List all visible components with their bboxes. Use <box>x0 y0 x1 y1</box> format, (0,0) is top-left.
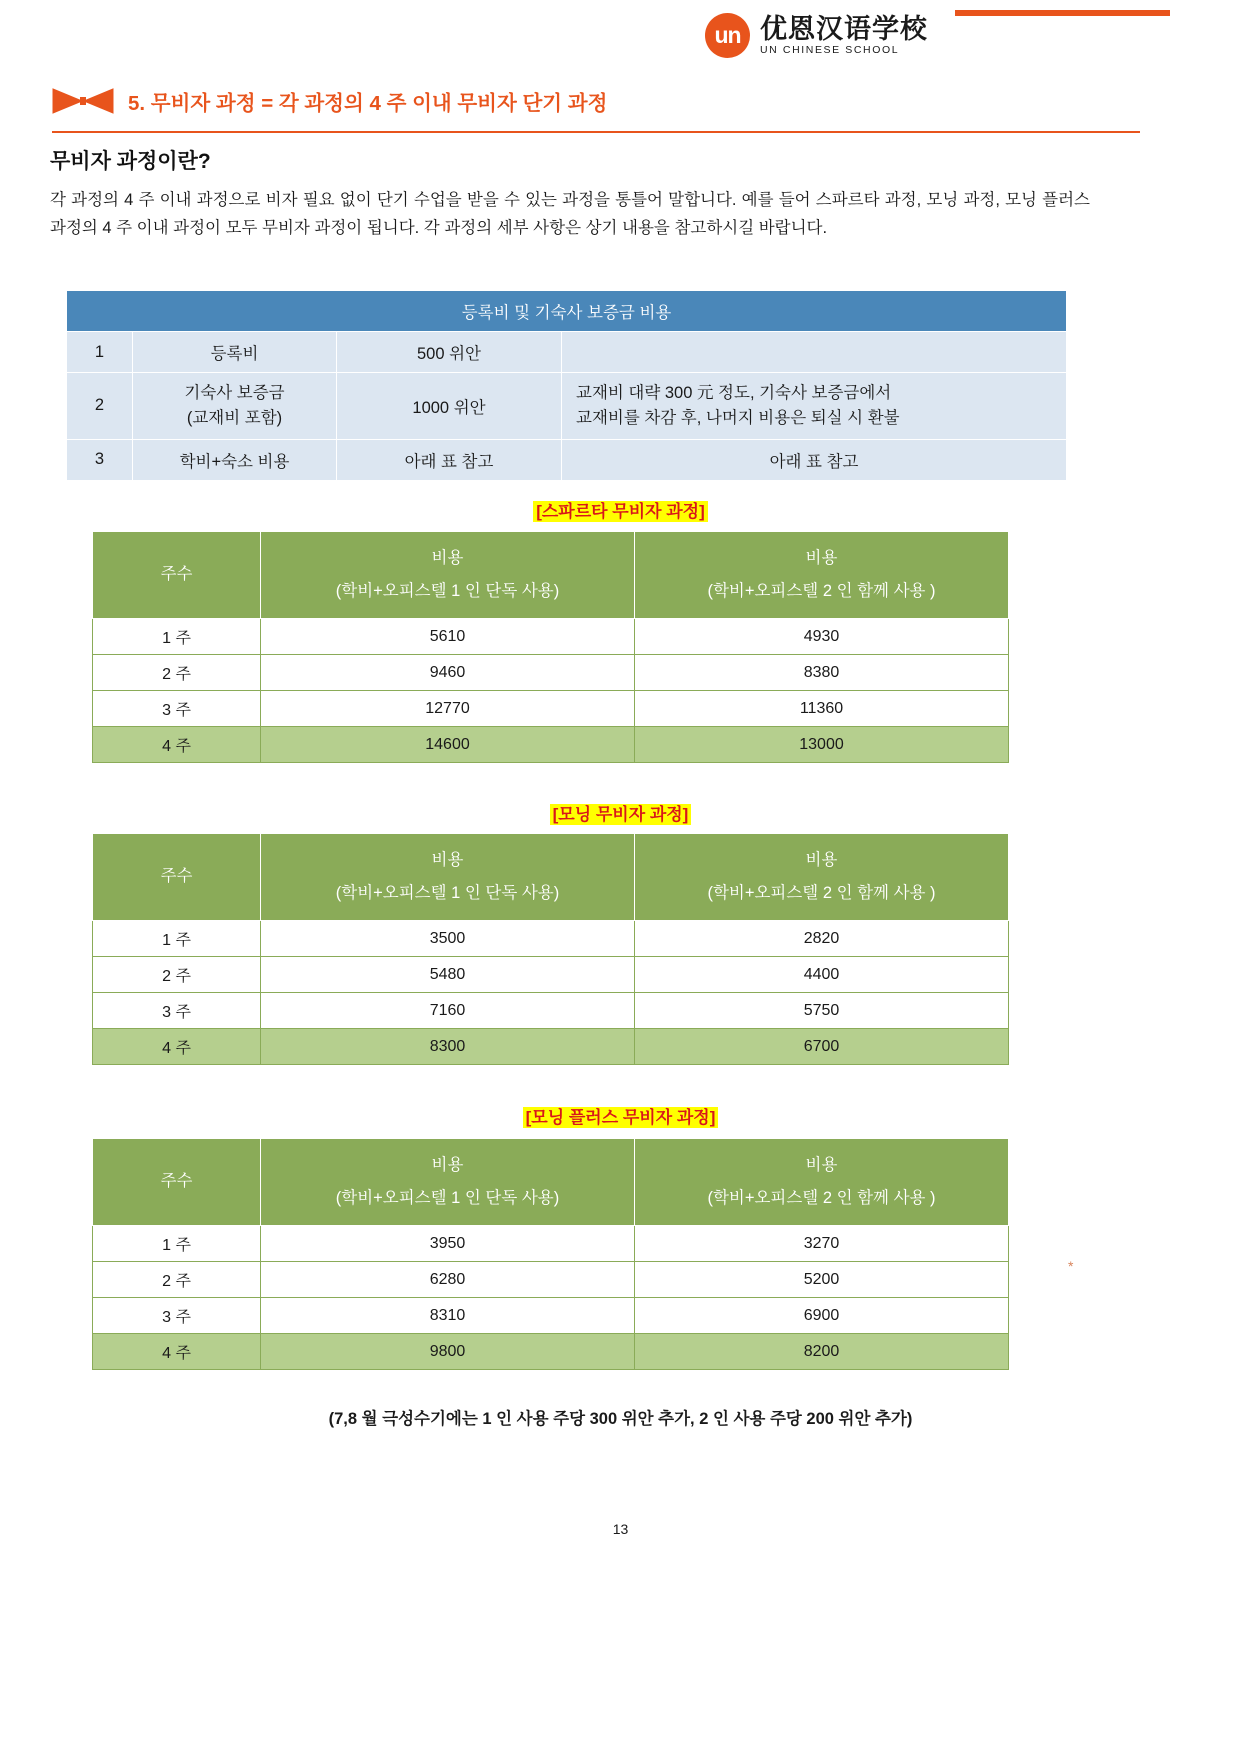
table-row <box>67 373 1067 440</box>
fee-row-item <box>133 373 337 440</box>
cell-double: 5200 <box>635 1262 1009 1298</box>
cell-double: 3270 <box>635 1226 1009 1262</box>
fee-row-note <box>562 332 1067 373</box>
cell-weeks: 1 주 <box>93 921 261 957</box>
course-table-morning <box>92 833 1009 1065</box>
cell-single: 12770 <box>261 691 635 727</box>
page-number: 13 <box>612 1521 629 1537</box>
table-header-row <box>67 291 1067 332</box>
course-label-sparta-text: [스파르타 무비자 과정] <box>533 501 708 522</box>
table-row <box>93 655 1009 691</box>
fee-row-note-line2: 교재비를 차감 후, 나머지 비용은 퇴실 시 환불 <box>576 408 900 427</box>
ribbon-icon <box>52 86 114 116</box>
cell-double: 13000 <box>635 727 1009 763</box>
table-header-row <box>93 834 1009 921</box>
cell-single: 8300 <box>261 1029 635 1065</box>
col-single-line1: 비용 <box>431 1156 464 1174</box>
table-row <box>93 1029 1009 1065</box>
table-header-row <box>93 532 1009 619</box>
fee-row-item-line1: 기숙사 보증금 <box>184 384 285 402</box>
table-row <box>93 993 1009 1029</box>
col-weeks: 주수 <box>93 532 261 619</box>
cell-double: 2820 <box>635 921 1009 957</box>
fee-table <box>66 290 1067 481</box>
course-label-morning-plus <box>50 1103 1191 1128</box>
table-row <box>93 1226 1009 1262</box>
col-single <box>261 834 635 921</box>
school-logo <box>705 13 928 58</box>
fee-row-cost: 1000 위안 <box>337 373 562 440</box>
header-accent-bar <box>955 10 1170 16</box>
cell-single: 9460 <box>261 655 635 691</box>
col-double-line1: 비용 <box>805 549 838 567</box>
fee-row-no: 3 <box>67 439 133 480</box>
fee-row-item: 등록비 <box>133 332 337 373</box>
intro-paragraph: 각 과정의 4 주 이내 과정으로 비자 필요 없이 단기 수업을 받을 수 있는 과정을 통틀어 말합니다. 예를 들어 스파르타 과정, 모닝 과정, 모닝 플러스 과정의 4 주 이내 과정이 모두 무비자 과정이 됩니다. 각 과정의 세부 사항은 상기 내용을 참고하시길 바랍니다. <box>50 191 1090 238</box>
cell-single: 6280 <box>261 1262 635 1298</box>
cell-single: 8310 <box>261 1298 635 1334</box>
col-single <box>261 532 635 619</box>
table-row <box>93 691 1009 727</box>
fee-row-note <box>562 373 1067 440</box>
cell-weeks: 2 주 <box>93 655 261 691</box>
cell-double: 5750 <box>635 993 1009 1029</box>
cell-double: 4400 <box>635 957 1009 993</box>
cell-weeks: 2 주 <box>93 1262 261 1298</box>
table-row <box>93 619 1009 655</box>
table-row <box>93 957 1009 993</box>
table-row <box>93 1262 1009 1298</box>
cell-single: 3500 <box>261 921 635 957</box>
cell-weeks: 4 주 <box>93 1029 261 1065</box>
col-double-line1: 비용 <box>805 851 838 869</box>
col-single-line1: 비용 <box>431 549 464 567</box>
footnote: (7,8 월 극성수기에는 1 인 사용 주당 300 위안 추가, 2 인 사용 주당 200 위안 추가) <box>328 1410 913 1428</box>
course-table-sparta <box>92 531 1009 763</box>
asterisk-marker: * <box>1068 1258 1074 1274</box>
table-row <box>93 1298 1009 1334</box>
cell-single: 7160 <box>261 993 635 1029</box>
cell-weeks: 4 주 <box>93 727 261 763</box>
section-divider <box>52 131 1140 133</box>
table-row <box>93 921 1009 957</box>
fee-row-item: 학비+숙소 비용 <box>133 439 337 480</box>
logo-name-cn: 优恩汉语学校 <box>760 13 928 44</box>
cell-single: 9800 <box>261 1334 635 1370</box>
cell-weeks: 1 주 <box>93 1226 261 1262</box>
fee-row-note-line1: 교재비 대략 300 元 정도, 기숙사 보증금에서 <box>576 384 892 402</box>
cell-weeks: 3 주 <box>93 1298 261 1334</box>
table-row <box>67 439 1067 480</box>
col-double <box>635 1139 1009 1226</box>
table-row <box>93 727 1009 763</box>
fee-row-cost: 500 위안 <box>337 332 562 373</box>
course-table-morning-plus <box>92 1138 1009 1370</box>
cell-single: 14600 <box>261 727 635 763</box>
page-subtitle: 무비자 과정이란? <box>50 150 211 173</box>
cell-double: 6900 <box>635 1298 1009 1334</box>
table-header-row <box>93 1139 1009 1226</box>
course-label-morning-text: [모닝 무비자 과정] <box>550 804 692 825</box>
course-label-morning <box>50 800 1191 825</box>
col-single <box>261 1139 635 1226</box>
col-single-line2: (학비+오피스텔 1 인 단독 사용) <box>335 1189 560 1207</box>
course-label-morning-plus-text: [모닝 플러스 무비자 과정] <box>523 1107 719 1128</box>
cell-weeks: 2 주 <box>93 957 261 993</box>
cell-double: 8200 <box>635 1334 1009 1370</box>
col-single-line2: (학비+오피스텔 1 인 단독 사용) <box>335 582 560 600</box>
col-double-line1: 비용 <box>805 1156 838 1174</box>
table-row <box>93 1334 1009 1370</box>
section-heading <box>52 86 1140 116</box>
col-single-line2: (학비+오피스텔 1 인 단독 사용) <box>335 884 560 902</box>
cell-double: 11360 <box>635 691 1009 727</box>
fee-table-title: 등록비 및 기숙사 보증금 비용 <box>67 291 1067 332</box>
col-double <box>635 532 1009 619</box>
col-double-line2: (학비+오피스텔 2 인 함께 사용 ) <box>707 1189 936 1207</box>
cell-weeks: 4 주 <box>93 1334 261 1370</box>
col-weeks: 주수 <box>93 1139 261 1226</box>
cell-single: 5610 <box>261 619 635 655</box>
table-row <box>67 332 1067 373</box>
cell-single: 5480 <box>261 957 635 993</box>
col-double-line2: (학비+오피스텔 2 인 함께 사용 ) <box>707 582 936 600</box>
fee-row-no: 1 <box>67 332 133 373</box>
course-label-sparta <box>50 497 1191 522</box>
fee-row-item-line2: (교재비 포함) <box>186 408 283 427</box>
section-title: 5. 무비자 과정 = 각 과정의 4 주 이내 무비자 단기 과정 <box>128 92 608 115</box>
col-single-line1: 비용 <box>431 851 464 869</box>
cell-double: 8380 <box>635 655 1009 691</box>
logo-name-en: UN CHINESE SCHOOL <box>760 44 900 57</box>
col-double-line2: (학비+오피스텔 2 인 함께 사용 ) <box>707 884 936 902</box>
fee-row-no: 2 <box>67 373 133 440</box>
col-weeks: 주수 <box>93 834 261 921</box>
cell-single: 3950 <box>261 1226 635 1262</box>
cell-double: 6700 <box>635 1029 1009 1065</box>
cell-weeks: 3 주 <box>93 691 261 727</box>
cell-double: 4930 <box>635 619 1009 655</box>
fee-row-cost: 아래 표 참고 <box>337 439 562 480</box>
col-double <box>635 834 1009 921</box>
logo-text <box>760 15 928 56</box>
fee-row-note: 아래 표 참고 <box>562 439 1067 480</box>
cell-weeks: 1 주 <box>93 619 261 655</box>
logo-mark-icon: un <box>705 13 750 58</box>
cell-weeks: 3 주 <box>93 993 261 1029</box>
